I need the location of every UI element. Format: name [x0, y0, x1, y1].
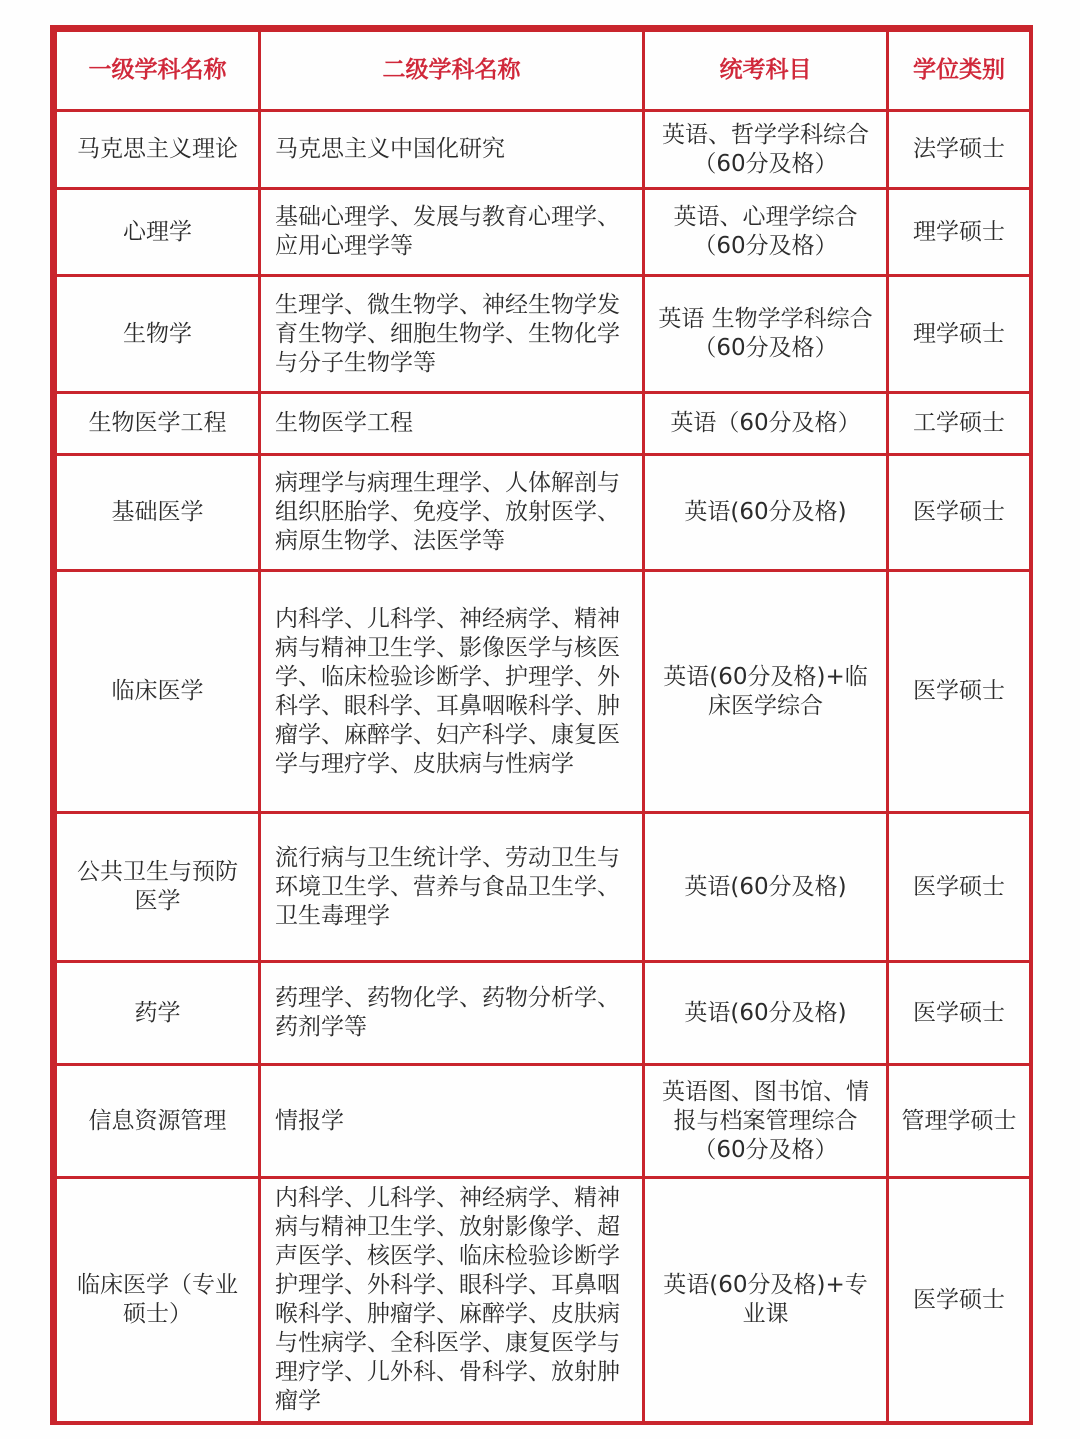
second-level-cell: 马克思主义中国化研究 [260, 111, 644, 189]
table-header-row [56, 31, 1031, 111]
first-level-cell: 临床医学 [56, 571, 260, 813]
first-level-cell: 信息资源管理 [56, 1065, 260, 1178]
degree-cell: 医学硕士 [888, 455, 1031, 571]
exam-cell: 英语(60分及格) [644, 813, 888, 962]
table-row [56, 962, 1031, 1065]
exam-cell: 英语（60分及格） [644, 393, 888, 455]
second-level-cell: 内科学、儿科学、神经病学、精神病与精神卫生学、放射影像学、超声医学、核医学、临床检验诊断学护理学、外科学、眼科学、耳鼻咽喉科学、肿瘤学、麻醉学、皮肤病与性病学、全科医学、康复医学与理疗学、儿外科、骨科学、放射肿瘤学 [260, 1178, 644, 1423]
degree-cell: 理学硕士 [888, 189, 1031, 276]
second-level-cell: 流行病与卫生统计学、劳动卫生与环境卫生学、营养与食品卫生学、卫生毒理学 [260, 813, 644, 962]
first-level-cell: 心理学 [56, 189, 260, 276]
subject-table [54, 29, 1032, 1424]
first-level-cell: 生物医学工程 [56, 393, 260, 455]
degree-cell: 医学硕士 [888, 1178, 1031, 1423]
first-level-cell: 临床医学（专业硕士） [56, 1178, 260, 1423]
header-degree-type: 学位类别 [888, 31, 1031, 111]
first-level-cell: 基础医学 [56, 455, 260, 571]
exam-cell: 英语图、图书馆、情报与档案管理综合（60分及格） [644, 1065, 888, 1178]
table-row [56, 276, 1031, 393]
table-row [56, 189, 1031, 276]
table-row [56, 571, 1031, 813]
table-row [56, 111, 1031, 189]
degree-cell: 医学硕士 [888, 813, 1031, 962]
degree-cell: 理学硕士 [888, 276, 1031, 393]
second-level-cell: 生理学、微生物学、神经生物学发育生物学、细胞生物学、生物化学与分子生物学等 [260, 276, 644, 393]
exam-cell: 英语 生物学学科综合（60分及格） [644, 276, 888, 393]
exam-cell: 英语(60分及格) [644, 455, 888, 571]
table-row [56, 813, 1031, 962]
second-level-cell: 药理学、药物化学、药物分析学、药剂学等 [260, 962, 644, 1065]
second-level-cell: 生物医学工程 [260, 393, 644, 455]
degree-cell: 工学硕士 [888, 393, 1031, 455]
degree-cell: 管理学硕士 [888, 1065, 1031, 1178]
table-row [56, 1065, 1031, 1178]
degree-cell: 法学硕士 [888, 111, 1031, 189]
degree-cell: 医学硕士 [888, 962, 1031, 1065]
exam-cell: 英语、心理学综合（60分及格） [644, 189, 888, 276]
exam-cell: 英语、哲学学科综合（60分及格） [644, 111, 888, 189]
second-level-cell: 内科学、儿科学、神经病学、精神病与精神卫生学、影像医学与核医学、临床检验诊断学、护理学、外科学、眼科学、耳鼻咽喉科学、肿瘤学、麻醉学、妇产科学、康复医学与理疗学、皮肤病与性病学 [260, 571, 644, 813]
second-level-cell: 情报学 [260, 1065, 644, 1178]
second-level-cell: 病理学与病理生理学、人体解剖与组织胚胎学、免疫学、放射医学、病原生物学、法医学等 [260, 455, 644, 571]
header-first-level: 一级学科名称 [56, 31, 260, 111]
header-second-level: 二级学科名称 [260, 31, 644, 111]
first-level-cell: 药学 [56, 962, 260, 1065]
exam-cell: 英语(60分及格) [644, 962, 888, 1065]
first-level-cell: 公共卫生与预防医学 [56, 813, 260, 962]
second-level-cell: 基础心理学、发展与教育心理学、应用心理学等 [260, 189, 644, 276]
header-exam-subjects: 统考科目 [644, 31, 888, 111]
first-level-cell: 生物学 [56, 276, 260, 393]
exam-cell: 英语(60分及格)+临床医学综合 [644, 571, 888, 813]
first-level-cell: 马克思主义理论 [56, 111, 260, 189]
table-row [56, 455, 1031, 571]
exam-cell: 英语(60分及格)+专业课 [644, 1178, 888, 1423]
degree-cell: 医学硕士 [888, 571, 1031, 813]
table-row [56, 1178, 1031, 1423]
table-row [56, 393, 1031, 455]
subject-table-frame [50, 25, 1033, 1425]
